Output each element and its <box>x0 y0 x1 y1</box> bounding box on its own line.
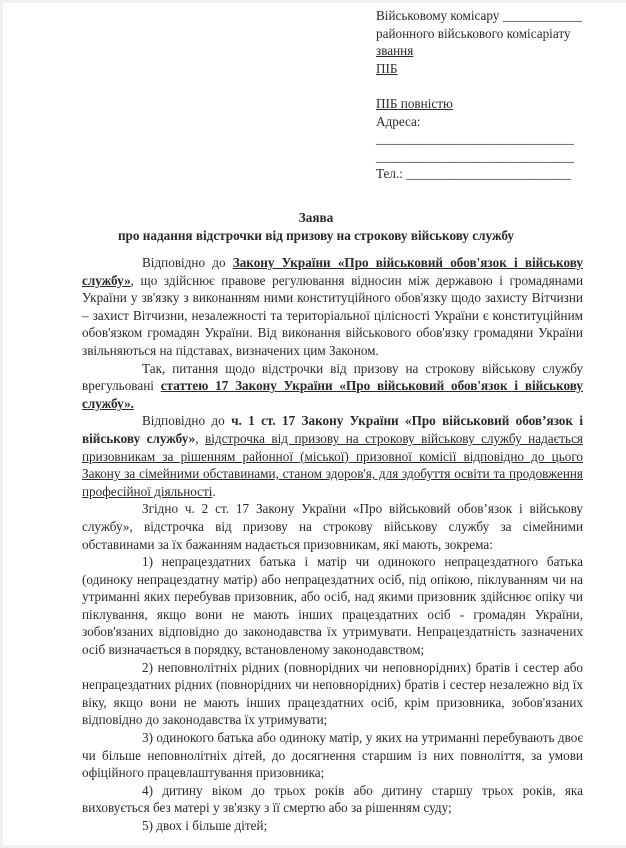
document-title-block <box>3 209 626 245</box>
addressee-block <box>376 7 616 183</box>
p3-end: . <box>212 483 216 499</box>
list-item: 5) двох і більше дітей; <box>142 818 268 833</box>
list-item: 4) дитину віком до трьох років або дитину старшу трьох років, яка виховується без матері у зв'язку з її смертю або за рішенням суду; <box>82 782 583 816</box>
phone-line <box>376 165 616 183</box>
name-short-field[interactable]: ПІБ <box>376 60 398 76</box>
name-full-field[interactable]: ПІБ повністю <box>376 95 453 111</box>
law-reference: Закону України «Про військовий обов'язок і військову службу» <box>82 255 583 288</box>
rank-field[interactable]: звання <box>376 43 414 59</box>
p3-lead: Відповідно до <box>142 413 232 429</box>
article-17-reference: статтею 17 Закону України «Про військовий обов'язок і військову службу». <box>82 378 583 411</box>
document-subtitle: про надання відстрочки від призову на строкову військову службу <box>117 228 515 243</box>
p2-lead: Так, питання щодо відстрочки від призову на строкову військову службу врегульовані <box>82 360 583 394</box>
list-item: 2) неповнолітніх рідних (повнорідних чи неповнорідних) братів і сестер або непрацездатних рідних (повнорідних чи неповнорідних) братів і сестер незалежно від їх віку, якщо вони не мають інших працездатних осіб, крім призовника, зобов'язаних відповідно до законодавства їх утримувати; <box>82 659 583 728</box>
paragraph-law-reference <box>82 254 583 360</box>
address-line-1[interactable]: ______________________________ <box>376 131 574 147</box>
commissariat-line: районного військового комісаріату <box>376 25 571 41</box>
p1-rest: , що здійснює правове регулювання відносин між державою і громадянами України у зв'язку з виконанням ними конституційного обов'язку щодо захисту Вітчизни – захист Вітчизни, незалежності та територіальної цілісності України є конституційним обов'язком громадян України. Від виконання військового обов'язку громадяни України звільняються на підставах, визначених цим Законом. <box>82 272 583 358</box>
document-page <box>3 3 626 845</box>
phone-field[interactable]: _________________________ <box>406 166 572 182</box>
part-1-reference: ч. 1 ст. 17 Закону України «Про військовий обов’язок і військову службу» <box>82 413 583 446</box>
list-item: 3) одинокого батька або одиноку матір, у яких на утриманні перебувають двоє чи більше неповнолітніх дітей, до досягнення старшим із них повноліття, за умови офіційного працевлаштування призовника; <box>82 730 583 781</box>
addressee-blank[interactable]: ____________ <box>502 8 582 23</box>
list-item: 1) непрацездатних батька і матір чи одинокого непрацездатного батька (одиноку непрацездатну матір) або непрацездатних осіб, під опікою, піклуванням чи на утриманні яких перебував призовник, або осіб, над якими призовник здійснює опіку чи піклування, якщо вони не мають інших працездатних осіб - громадян України, зобов'язаних відповідно до законодавства їх утримувати. Непрацездатність зазначених осіб визначається в порядку, встановленому законодавством; <box>82 554 583 658</box>
document-body <box>82 254 583 835</box>
spacer <box>376 77 616 95</box>
paragraph-part-1 <box>82 412 583 500</box>
part-1-quote: відстрочка від призову на строкову військову службу надається призовникам за рішенням районної (міської) призовної комісії відповідно до цього Закону за сімейними обставинами, станом здоров'я, для здобуття освіти та продовження професійної діяльності <box>82 430 583 499</box>
addressee-title: Військовому комісару <box>376 8 500 23</box>
address-label: Адреса: <box>376 113 421 129</box>
paragraph-article-17 <box>82 360 583 413</box>
address-line-2[interactable]: ______________________________ <box>376 148 574 164</box>
p3-sep: , <box>195 430 206 446</box>
p1-lead: Відповідно до <box>142 255 233 270</box>
phone-label: Тел.: <box>376 166 403 182</box>
addressee-line <box>376 7 616 25</box>
document-title: Заява <box>298 210 334 225</box>
paragraph-part-2: Згідно ч. 2 ст. 17 Закону України «Про військовий обов’язок і військову службу», відстрочка від призову на строкову військову службу за сімейними обставинами за їх бажанням надається призовникам, які мають, зокрема: <box>82 501 583 552</box>
